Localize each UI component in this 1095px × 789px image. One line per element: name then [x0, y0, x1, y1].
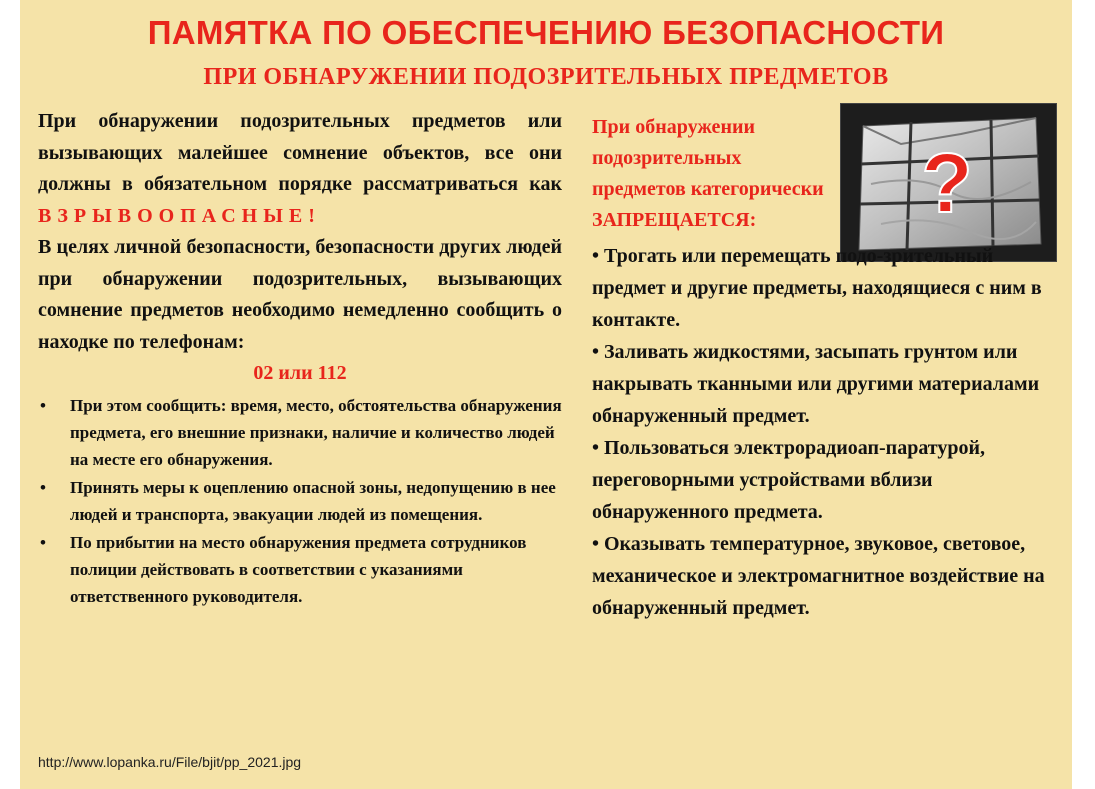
list-item-text: Принять меры к оцеплению опасной зоны, недопущению в нее людей и транспорта, эвакуации людей из помещения. [70, 478, 556, 524]
poster-title: ПАМЯТКА ПО ОБЕСПЕЧЕНИЮ БЕЗОПАСНОСТИ [147, 14, 945, 51]
bullet-icon: • [40, 478, 46, 497]
list-item: • Заливать жидкостями, засыпать грунтом или накрывать тканными или другими материалами обнаруженный предмет. [592, 341, 1040, 427]
list-item: • Пользоваться электрорадиоап-паратурой, переговорными устройствами вблизи обнаруженного предмета. [592, 437, 986, 523]
report-paragraph: В целях личной безопасности, безопасности других людей при обнаружении подозрительных, вызывающих сомнение предметов необходимо немедленно сообщить о находке по телефонам: [38, 236, 562, 353]
prohibited-heading [592, 112, 832, 236]
list-item: • Трогать или перемещать подо-зрительный предмет и другие предметы, находящиеся с ним в контакте. [592, 245, 1042, 331]
prohibited-heading-emphasis: ЗАПРЕЩАЕТСЯ: [592, 209, 757, 231]
list-item [38, 529, 562, 610]
emergency-phones: 02 или 112 [253, 362, 347, 384]
left-column [38, 106, 562, 611]
bullet-icon: • [40, 533, 46, 552]
list-item [38, 474, 562, 528]
bullet-icon: • [40, 396, 46, 415]
safety-poster [20, 0, 1072, 789]
list-item [38, 392, 562, 473]
instructions-list [38, 392, 562, 610]
question-mark-text: ? [921, 136, 973, 230]
explosive-warning: ВЗРЫВООПАСНЫЕ! [38, 204, 321, 227]
right-column [592, 112, 1062, 624]
list-item-text: При этом сообщить: время, место, обстоятельства обнаружения предмета, его внешние признаки, наличие и количество людей на месте его обнаружения. [70, 396, 562, 469]
intro-text: При обнаружении подозрительных предметов или вызывающих малейшее сомнение объектов, все они должны в обязательном порядке рассматриваться как [38, 110, 562, 195]
intro-paragraph [38, 106, 562, 232]
prohibited-list [592, 240, 1062, 624]
list-item: • Оказывать температурное, звуковое, световое, механическое и электромагнитное воздействие на обнаруженный предмет. [592, 533, 1045, 619]
prohibited-heading-text: При обнаружении подозрительных предметов категорически [592, 116, 824, 200]
poster-subtitle: ПРИ ОБНАРУЖЕНИИ ПОДОЗРИТЕЛЬНЫХ ПРЕДМЕТОВ [203, 64, 889, 90]
source-url: http://www.lopanka.ru/File/bjit/pp_2021.jpg [38, 754, 302, 770]
list-item-text: По прибытии на место обнаружения предмета сотрудников полиции действовать в соответствии с указаниями ответственного руководителя. [70, 533, 527, 606]
